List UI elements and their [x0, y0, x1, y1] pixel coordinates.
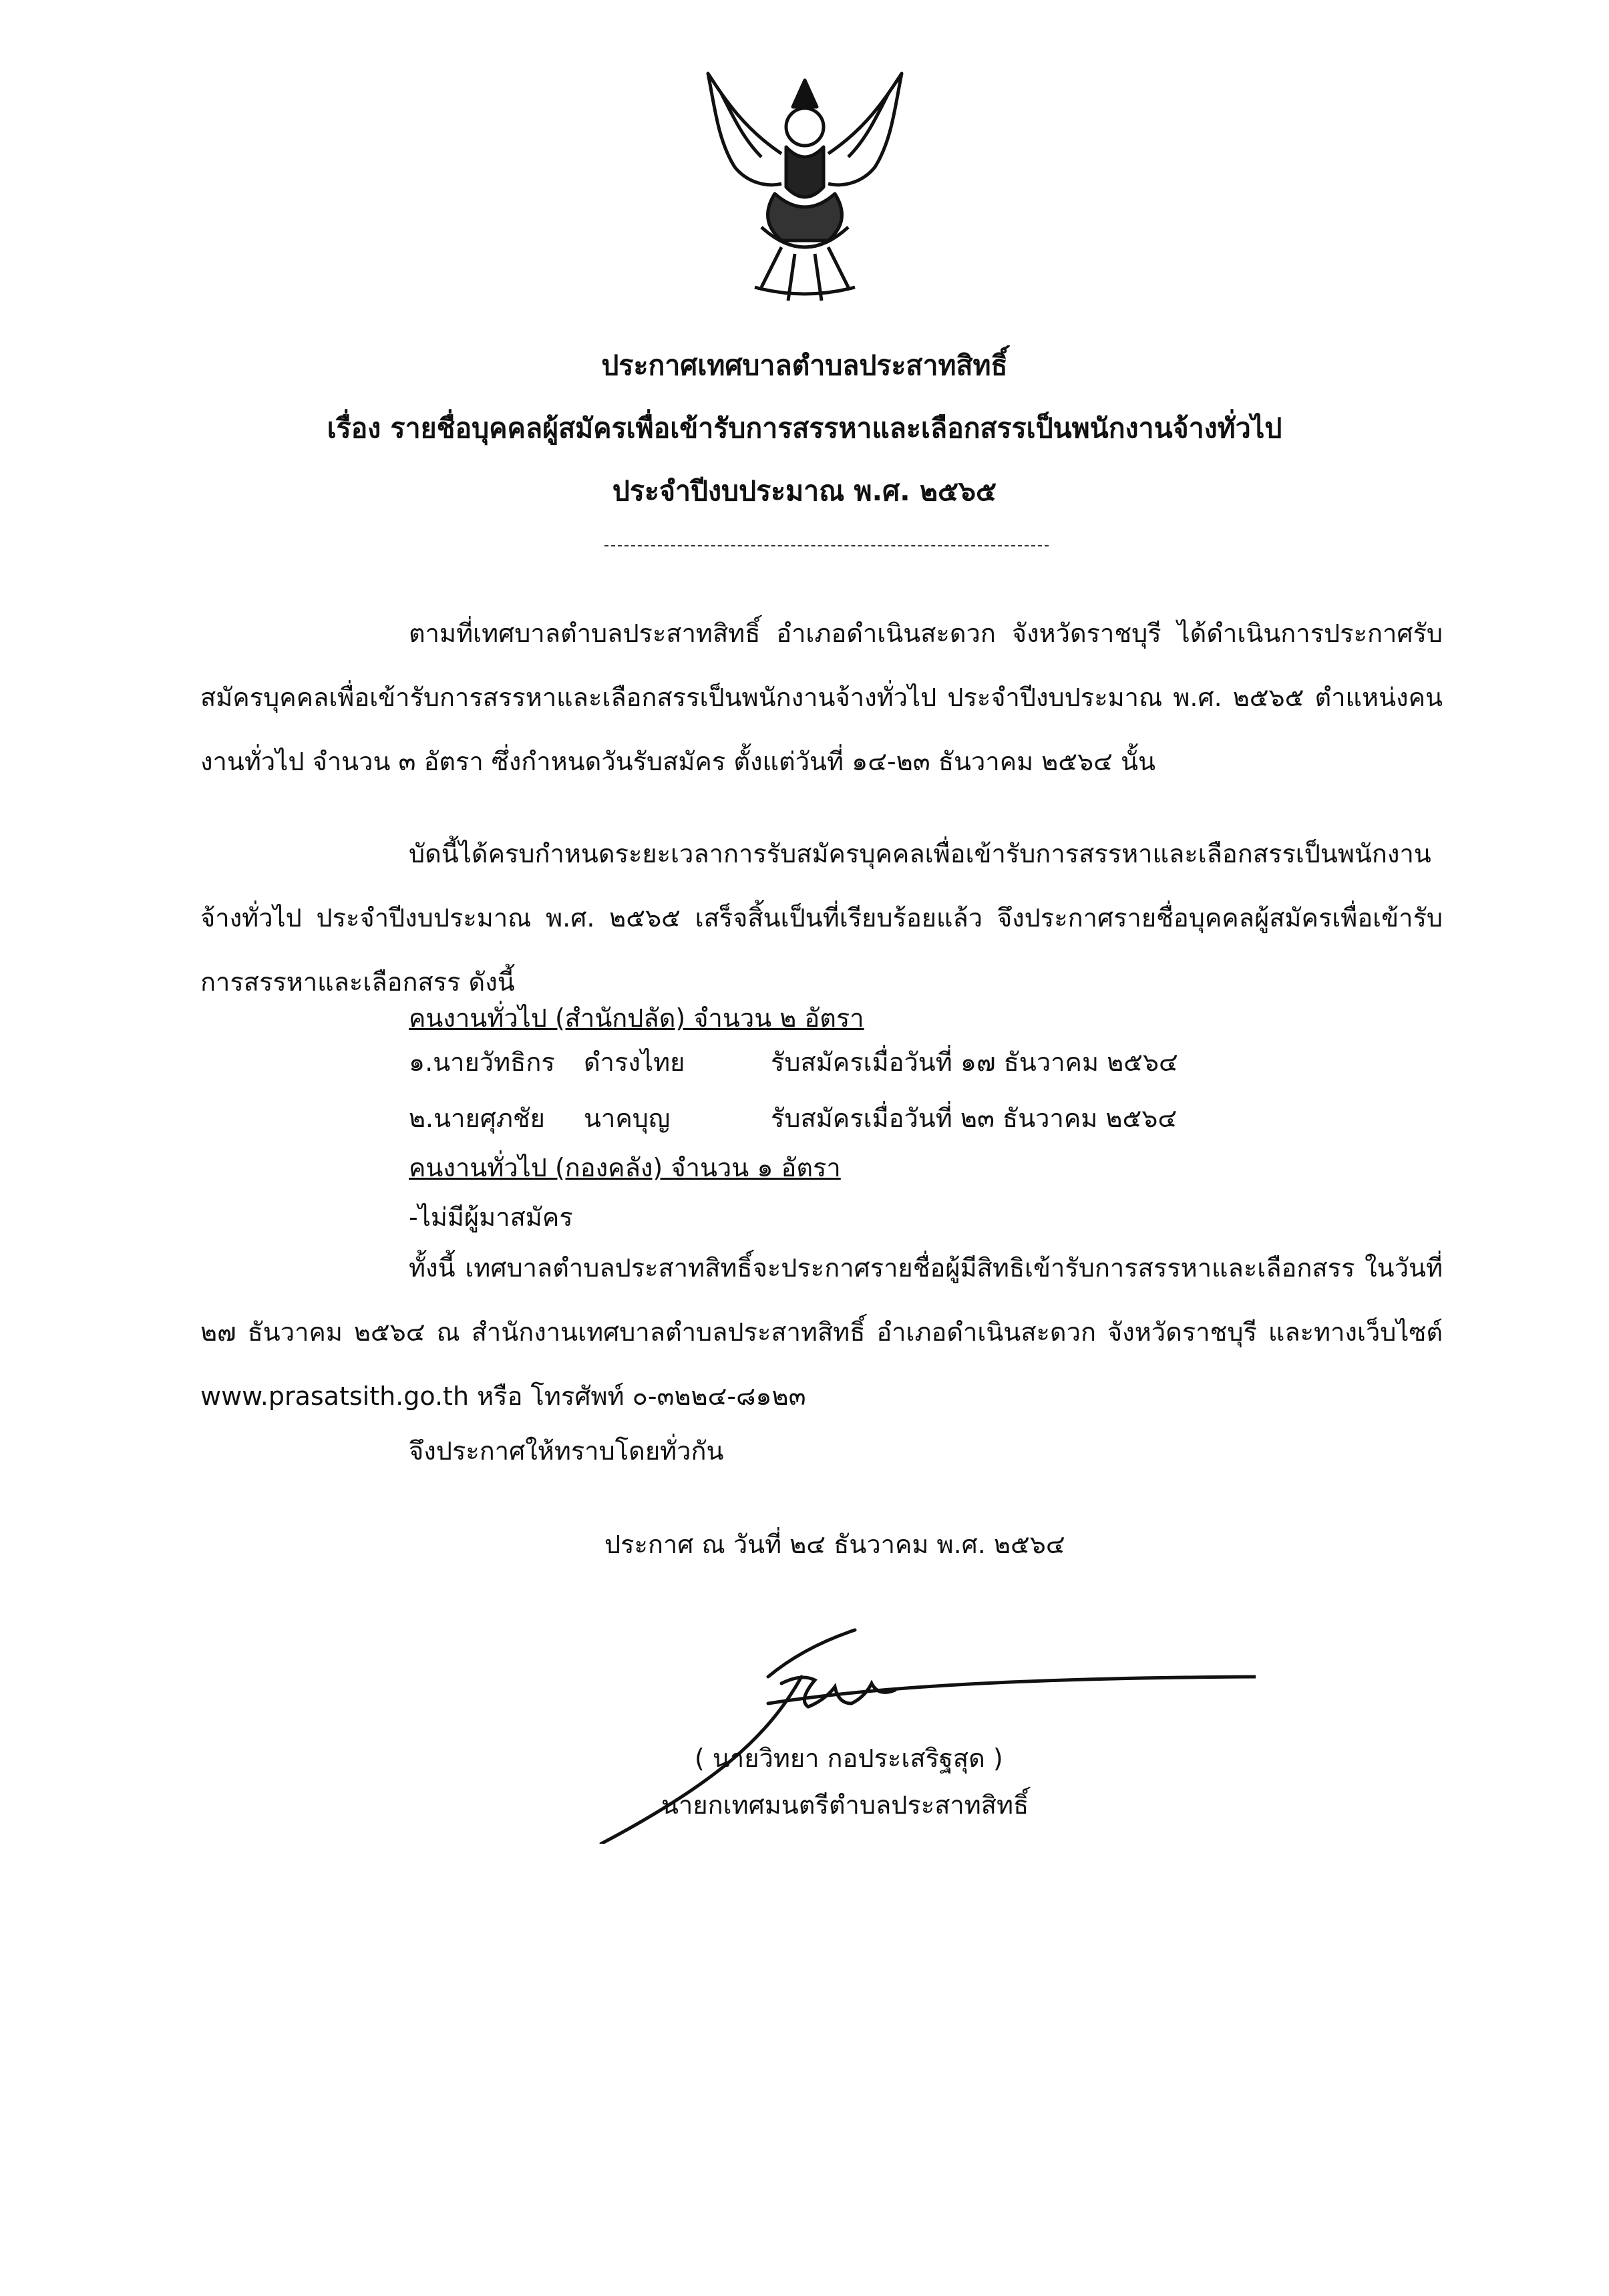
paragraph-status [200, 822, 1443, 1014]
paragraph-next-steps-text: ทั้งนี้ เทศบาลตำบลประสาทสิทธิ์จะประกาศรายชื่อผู้มีสิทธิเข้ารับการสรรหาและเลือกสรร ในวันที่ ๒๗ ธันวาคม ๒๕๖๔ ณ สำนักงานเทศบาลตำบลประสาทสิทธิ์ อำเภอดำเนินสะดวก จังหวัดราชบุรี และทางเว็บไซต์ www.prasatsith.go.th หรือ โทรศัพท์ ๐-๓๒๒๔-๘๑๒๓ [200, 1253, 1443, 1411]
announcement-date: ประกาศ ณ วันที่ ๒๔ ธันวาคม พ.ศ. ๒๕๖๔ [604, 1530, 1065, 1559]
paragraph-status-text: บัดนี้ได้ครบกำหนดระยะเวลาการรับสมัครบุคคลเพื่อเข้ารับการสรรหาและเลือกสรรเป็นพนักงานจ้างทั่วไป ประจำปีงบประมาณ พ.ศ. ๒๕๖๕ เสร็จสิ้นเป็นที่เรียบร้อยแล้ว จึงประกาศรายชื่อบุคคลผู้สมัครเพื่อเข้ารับการสรรหาและเลือกสรร ดังนี้ [200, 839, 1443, 997]
fiscal-year-line: ประจำปีงบประมาณ พ.ศ. ๒๕๖๕ [612, 475, 997, 507]
applicant-date: รับสมัครเมื่อวันที่ ๑๗ ธันวาคม ๒๕๖๔ [771, 1047, 1178, 1077]
signer-position: นายกเทศมนตรีตำบลประสาทสิทธิ์ [661, 1790, 1029, 1820]
applicant-row [409, 1034, 1178, 1090]
applicant-row [409, 1090, 1177, 1146]
applicant-date: รับสมัครเมื่อวันที่ ๒๓ ธันวาคม ๒๕๖๔ [771, 1104, 1178, 1133]
signer-name: ( นายวิทยา กอประเสริฐสุด ) [695, 1744, 1003, 1773]
group2-heading: คนงานทั่วไป (กองคลัง) จำนวน ๑ อัตรา [409, 1153, 841, 1182]
group1-heading: คนงานทั่วไป (สำนักปลัด) จำนวน ๒ อัตรา [409, 1003, 864, 1033]
paragraph-next-steps [200, 1236, 1443, 1428]
header-divider [604, 545, 1049, 546]
applicant-last-name: ดำรงไทย [584, 1047, 685, 1077]
announcement-subject: เรื่อง รายชื่อบุคคลผู้สมัครเพื่อเข้ารับการสรรหาและเลือกสรรเป็นพนักงานจ้างทั่วไป [327, 412, 1282, 444]
paragraph-intro-text: ตามที่เทศบาลตำบลประสาทสิทธิ์ อำเภอดำเนินสะดวก จังหวัดราชบุรี ได้ดำเนินการประกาศรับสมัครบุคคลเพื่อเข้ารับการสรรหาและเลือกสรรเป็นพนักงานจ้างทั่วไป ประจำปีงบประมาณ พ.ศ. ๒๕๖๕ ตำแหน่งคนงานทั่วไป จำนวน ๓ อัตรา ซึ่งกำหนดวันรับสมัคร ตั้งแต่วันที่ ๑๔-๒๓ ธันวาคม ๒๕๖๔ นั้น [200, 619, 1443, 776]
applicant-first-name: ๒.นายศุภชัย [409, 1104, 545, 1133]
paragraph-intro [200, 601, 1443, 794]
garuda-emblem-icon [681, 67, 928, 314]
closing-line: จึงประกาศให้ทราบโดยทั่วกัน [409, 1436, 724, 1466]
announcement-title: ประกาศเทศบาลตำบลประสาทสิทธิ์ [601, 349, 1008, 381]
applicant-first-name: ๑.นายวัทธิกร [409, 1047, 555, 1077]
group2-none-text: -ไม่มีผู้มาสมัคร [409, 1202, 573, 1232]
applicant-last-name: นาคบุญ [584, 1104, 671, 1133]
